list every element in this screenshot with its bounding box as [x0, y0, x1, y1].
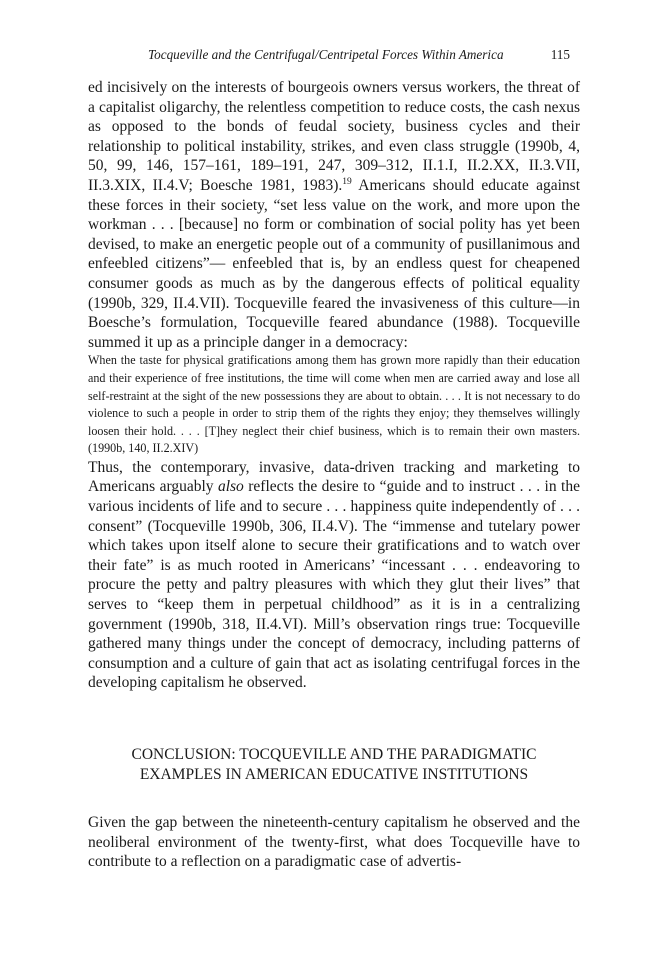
running-head-title: Tocqueville and the Centrifugal/Centripetal Forces Within America	[148, 47, 504, 62]
paragraph-3: Given the gap between the nineteenth-century capitalism he observed and the neoliberal environment of the twenty-first, what does Tocqueville have to contribute to a reflection on a paradigmatic case of advertis-	[88, 814, 580, 871]
page-body	[88, 78, 580, 872]
section-heading-line-2: EXAMPLES IN AMERICAN EDUCATIVE INSTITUTIONS	[139, 766, 529, 783]
paragraph-2-part-b: reflects the desire to “guide and to instruct . . . in the various incidents of life and to secure . . . happiness quite independently of . . . consent” (Tocqueville 1990b, 306, II.4.V). The “immense and tutelary power which takes upon itself alone to secure their gratifications and to watch over their fate” is as much rooted in Americans’ “incessant . . . endeavoring to procure the petty and paltry pleasures with which they glut their lives” that serves to “keep them in perpetual childhood” as it is in a centralizing government (1990b, 318, II.4.VI). Mill’s observation rings true: Tocqueville gathered many things under the concept of democracy, including patterns of consumption and a culture of gain that act as isolating centrifugal forces in the developing capitalism he observed.	[88, 478, 580, 692]
paragraph-2	[88, 458, 580, 693]
section-heading-line-1: CONCLUSION: TOCQUEVILLE AND THE PARADIGMATIC	[131, 746, 537, 763]
page-number: 115	[550, 47, 570, 62]
footnote-reference: 19	[342, 176, 352, 187]
paragraph-2-part-a: Thus, the contemporary, invasive, data-driven tracking and marketing to Americans arguably	[88, 458, 580, 496]
paragraph-1-part-a: ed incisively on the interests of bourgeois owners versus workers, the threat of a capitalist oligarchy, the relentless competition to reduce costs, the cash nexus as opposed to the bonds of feudal society, business cycles and their relationship to political instability, strikes, and even class struggle (1990b, 4, 50, 99, 146, 157–161, 189–191, 247, 309–312, II.1.I, II.2.XX, II.3.VII, II.3.XIX, II.4.V; Boesche 1981, 1983).	[88, 79, 580, 194]
emphasis-also: also	[217, 478, 244, 496]
paragraph-1	[88, 78, 580, 352]
section-heading	[88, 745, 580, 785]
block-quote: When the taste for physical gratifications among them has grown more rapidly than their education and their experience of free institutions, the time will come when men are carried away and lose all self-restraint at the sight of the new possessions they are about to obtain. . . . It is not necessary to do violence to such a people in order to strip them of the rights they enjoy; they themselves willingly loosen their hold. . . . [T]hey neglect their chief business, which is to remain their own masters. (1990b, 140, II.2.XIV)	[88, 353, 580, 456]
paragraph-1-part-b: Americans should educate against these forces in their society, “set less value on the work, and more upon the workman . . . [because] no form or combination of social polity has yet been devised, to make an energetic people out of a community of pusillanimous and enfeebled citizens”— enfeebled that is, by an endless quest for cheapened consumer goods as much as by the dangerous effects of political equality (1990b, 329, II.4.VII). Tocqueville feared the invasiveness of this culture—in Boesche’s formulation, Tocqueville feared abundance (1988). Tocqueville summed it up as a principle danger in a democracy:	[88, 176, 580, 351]
